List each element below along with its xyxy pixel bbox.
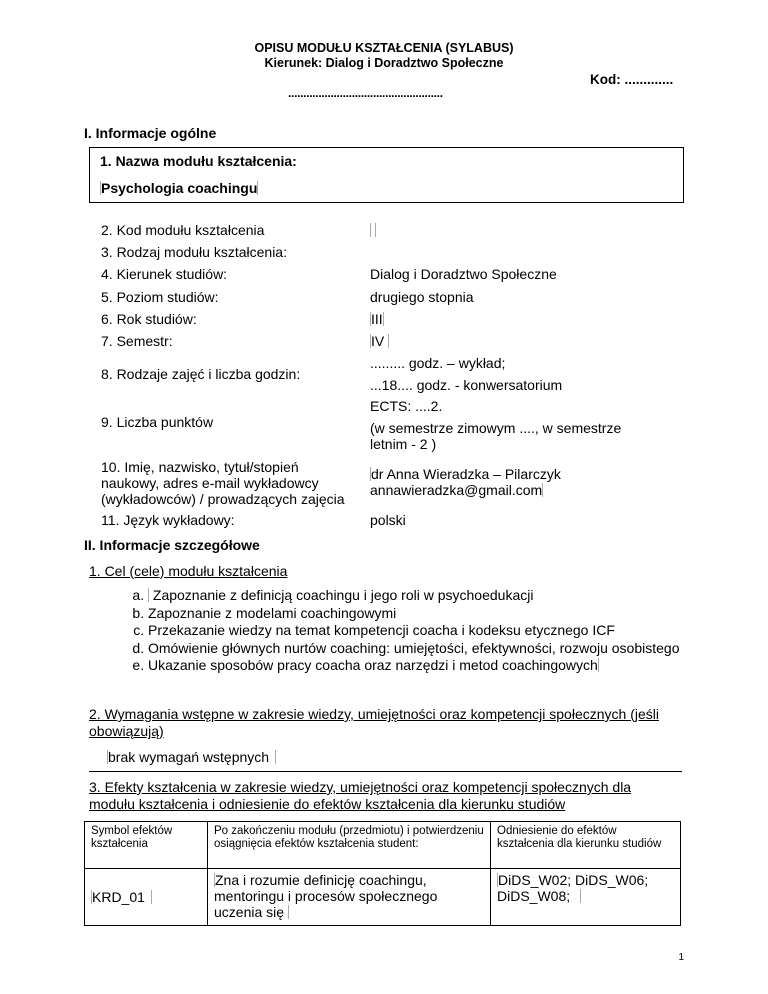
dotted-line: ................................................... xyxy=(288,86,443,100)
row-label-level: 5. Poziom studiów: xyxy=(101,289,219,305)
points-label: 9. Liczba punktów xyxy=(101,414,214,430)
header-effect: Po zakończeniu modułu (przedmiotu) i potwierdzeniu osiągnięcia efektów kształcenia student: xyxy=(208,822,491,869)
classes-label: 8. Rodzaje zajęć i liczba godzin: xyxy=(101,366,301,382)
table-header-row xyxy=(85,822,681,869)
section1-heading: I. Informacje ogólne xyxy=(84,125,217,141)
header-reference: Odniesienie do efektów kształcenia dla kierunku studiów xyxy=(491,822,681,869)
cell-effect: Zna i rozumie definicję coachingu, mentoringu i procesów społecznego uczenia się xyxy=(208,869,491,926)
row-value-year: III xyxy=(371,311,383,327)
effects-table xyxy=(84,821,681,926)
row-value-semester: IV xyxy=(370,333,389,349)
table-row xyxy=(85,869,681,926)
header-symbol: Symbol efektów kształcenia xyxy=(85,822,208,869)
module-name-label: 1. Nazwa modułu kształcenia: xyxy=(100,153,297,169)
goal-item: c. Przekazanie wiedzy na temat kompetencji coacha i kodeksu etycznego ICF xyxy=(148,622,725,640)
lecturer-label-1: 10. Imię, nazwisko, tytuł/stopień xyxy=(101,459,299,475)
row-value-field: Dialog i Doradztwo Społeczne xyxy=(370,266,557,282)
row-value-code xyxy=(370,222,376,238)
classes-lecture: ......... godz. – wykład; xyxy=(370,355,506,371)
requirements-text: brak wymagań wstępnych xyxy=(107,749,276,765)
row-label-field: 4. Kierunek studiów: xyxy=(101,266,228,282)
language-value: polski xyxy=(370,512,406,528)
row-label-year: 6. Rok studiów: xyxy=(101,311,197,327)
document-subtitle: Kierunek: Dialog i Doradztwo Społeczne xyxy=(264,56,504,70)
row-value-level: drugiego stopnia xyxy=(370,289,474,305)
goal-item: e. Ukazanie sposobów pracy coacha oraz narzędzi i metod coachingowych xyxy=(148,657,725,675)
document-title: OPISU MODUŁU KSZTAŁCENIA (SYLABUS) xyxy=(254,41,514,55)
points-semesters-1: (w semestrze zimowym ...., w semestrze xyxy=(370,420,622,436)
effects-heading-2: modułu kształcenia i odniesienie do efektów kształcenia dla kierunku studiów xyxy=(89,796,566,812)
module-name-value: Psychologia coachingu xyxy=(101,180,258,196)
page-number: 1 xyxy=(678,952,684,963)
cell-reference: DiDS_W02; DiDS_W06; DiDS_W08; xyxy=(491,869,681,926)
lecturer-email[interactable]: annawieradzka@gmail.com xyxy=(370,482,543,498)
language-label: 11. Język wykładowy: xyxy=(101,512,235,528)
row-label-code: 2. Kod modułu kształcenia xyxy=(101,222,265,238)
code-field: Kod: ............. xyxy=(590,72,674,87)
cell-symbol: KRD_01 xyxy=(85,869,208,926)
module-name-box xyxy=(89,147,684,203)
points-semesters-2: letnim - 2 ) xyxy=(370,436,437,452)
goal-item: d. Omówienie głównych nurtów coaching: umiejętości, efektywności, rozwoju osobistego xyxy=(148,640,725,658)
requirements-heading-1: 2. Wymagania wstępne w zakresie wiedzy, umiejętności oraz kompetencji społecznych (jeśli xyxy=(89,706,659,722)
goals-list xyxy=(108,587,725,675)
lecturer-label-3: (wykładowców) / prowadzących zajęcia xyxy=(101,491,345,507)
row-label-type: 3. Rodzaj modułu kształcenia: xyxy=(101,244,287,260)
requirements-box xyxy=(89,743,682,772)
goals-heading: 1. Cel (cele) modułu kształcenia xyxy=(89,563,288,579)
goal-item: a. Zapoznanie z definicją coachingu i jego roli w psychoedukacji xyxy=(148,587,725,605)
row-label-semester: 7. Semestr: xyxy=(101,333,173,349)
effects-heading-1: 3. Efekty kształcenia w zakresie wiedzy, umiejętności oraz kompetencji społecznych dla xyxy=(89,779,632,795)
requirements-heading-2: obowiązują) xyxy=(89,723,164,739)
section2-heading: II. Informacje szczegółowe xyxy=(84,537,260,553)
lecturer-name: dr Anna Wieradzka – Pilarczyk xyxy=(371,466,561,482)
points-ects: ECTS: ....2. xyxy=(370,398,443,414)
lecturer-label-2: naukowy, adres e-mail wykładowcy xyxy=(101,475,319,491)
classes-conversation: ...18.... godz. - konwersatorium xyxy=(370,377,563,393)
goal-item: b. Zapoznanie z modelami coachingowymi xyxy=(148,605,725,623)
